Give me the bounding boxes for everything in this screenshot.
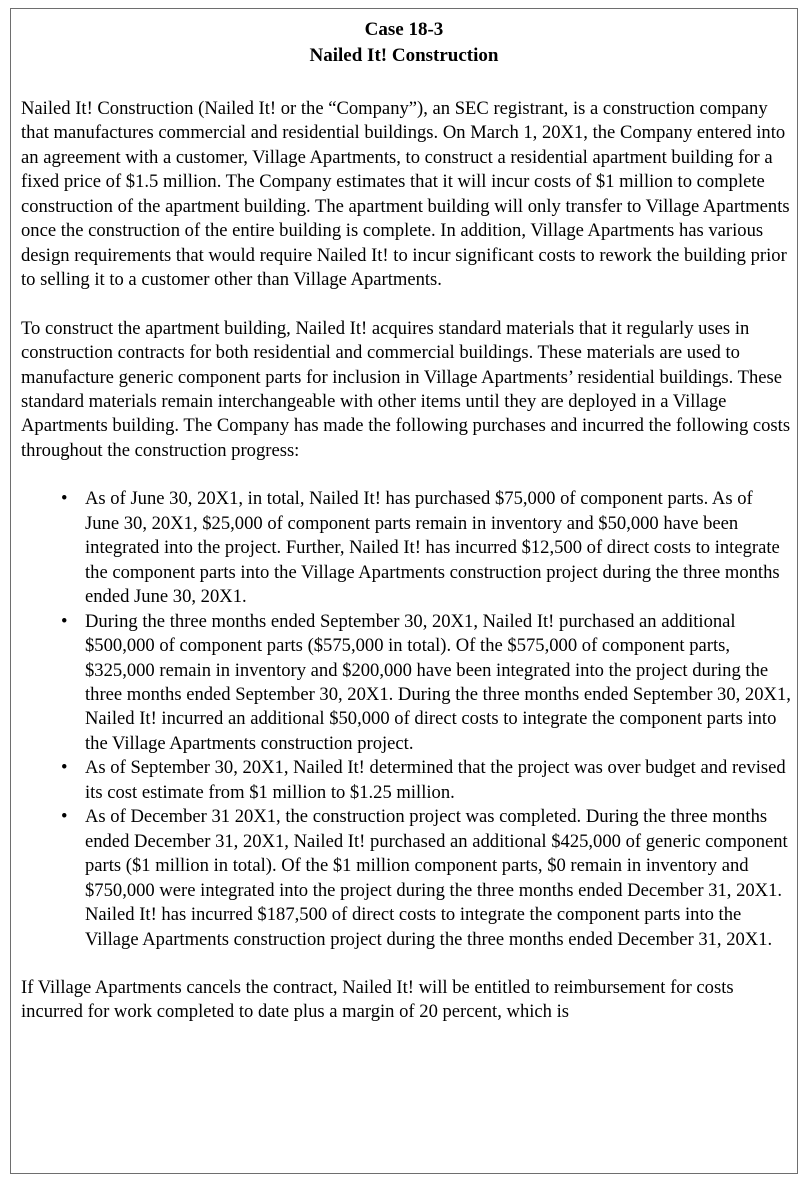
case-title: Nailed It! Construction — [309, 45, 499, 66]
case-document — [10, 8, 798, 1174]
bullet-icon: • — [61, 757, 68, 779]
paragraph-intro: Nailed It! Construction (Nailed It! or the “Company”), an SEC registrant, is a construction company that manufactures commercial and residential buildings. On March 1, 20X1, the Company entered into an agreement with a customer, Village Apartments, to construct a residential apartment building for a fixed price of $1.5 million. The Company estimates that it will incur costs of $1 million to complete construction of the apartment building. The apartment building will only transfer to Village Apartments once the construction of the entire building is complete. In addition, Village Apartments has various design requirements that would require Nailed It! to incur significant costs to rework the building prior to selling it to a customer other than Village Apartments. — [21, 98, 790, 291]
bullet-text: During the three months ended September 30, 20X1, Nailed It! purchased an additional $500,000 of component parts ($575,000 in total). Of the $575,000 of component parts, $325,000 remain in inventory and $200,000 have been integrated into the project during the three months ended September 30, 20X1. During the three months ended September 30, 20X1, Nailed It! incurred an additional $50,000 of direct costs to integrate the component parts into the Village Apartments construction project. — [85, 610, 791, 754]
bullet-text: As of December 31 20X1, the construction project was completed. During the three months ended December 31, 20X1, Nailed It! purchased an additional $425,000 of generic component parts ($1 million in total). Of the $1 million component parts, $0 remain in inventory and $750,000 were integrated into the project during the three months ended December 31, 20X1. Nailed It! has incurred $187,500 of direct costs to integrate the component parts into the Village Apartments construction project during the three months ended December 31, 20X1. — [85, 806, 788, 950]
bullet-icon: • — [61, 806, 68, 828]
bullet-icon: • — [61, 488, 68, 510]
case-body — [11, 97, 797, 1025]
cost-bullet-list — [21, 487, 791, 952]
bullet-item-september — [21, 610, 791, 757]
bullet-item-june — [21, 487, 791, 609]
bullet-item-december — [21, 805, 791, 952]
bullet-text: As of June 30, 20X1, in total, Nailed It! has purchased $75,000 of component parts. As of June 30, 20X1, $25,000 of component parts remain in inventory and $50,000 have been integrated into the project. Further, Nailed It! has incurred $12,500 of direct costs to integrate the component parts into the Village Apartments construction project during the three months ended June 30, 20X1. — [85, 488, 780, 608]
bullet-text: As of September 30, 20X1, Nailed It! determined that the project was over budget and revised its cost estimate from $1 million to $1.25 million. — [85, 757, 786, 803]
paragraph-materials: To construct the apartment building, Nailed It! acquires standard materials that it regularly uses in construction contracts for both residential and commercial buildings. These materials are used to manufacture generic component parts for inclusion in Village Apartments’ residential buildings. These standard materials remain interchangeable with other items until they are deployed in a Village Apartments building. The Company has made the following purchases and incurred the following costs throughout the construction progress: — [21, 317, 791, 461]
bullet-icon: • — [61, 610, 68, 632]
paragraph-cancellation: If Village Apartments cancels the contract, Nailed It! will be entitled to reimbursement for costs incurred for work completed to date plus a margin of 20 percent, which is — [21, 976, 734, 1023]
bullet-item-revised-estimate — [21, 756, 791, 805]
case-header — [11, 17, 797, 69]
case-number: Case 18-3 — [364, 19, 444, 40]
